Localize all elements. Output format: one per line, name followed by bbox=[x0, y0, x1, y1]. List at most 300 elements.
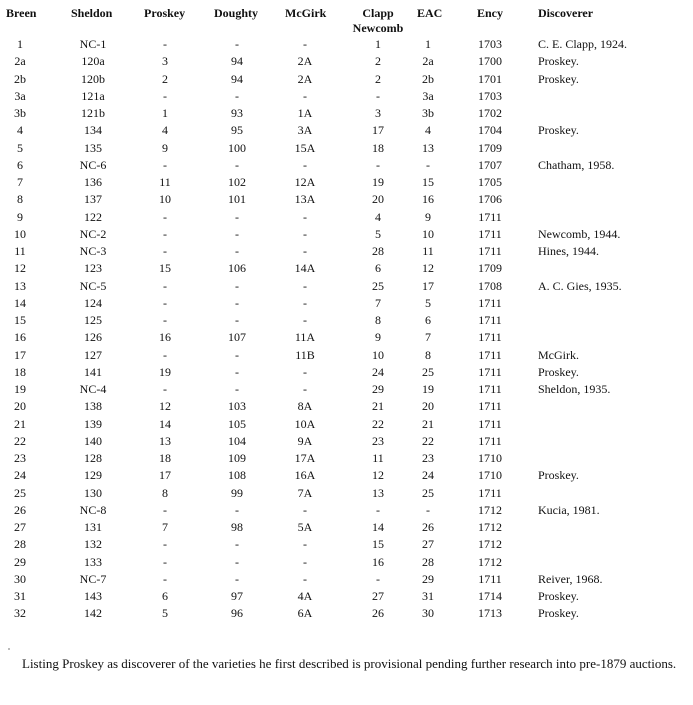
cell-mcgirk: 8A bbox=[297, 399, 313, 414]
cell-breen: 29 bbox=[14, 554, 26, 569]
cell-sheldon: 139 bbox=[84, 416, 102, 431]
cell-ency: 1709 bbox=[478, 261, 502, 276]
cell-breen: 23 bbox=[14, 451, 26, 465]
cell-doughty: - bbox=[235, 37, 239, 51]
cell-doughty: - bbox=[235, 382, 239, 396]
cell-sheldon: 121a bbox=[81, 88, 105, 103]
cell-clapp: 8 bbox=[375, 313, 381, 327]
cell-breen: 2a bbox=[14, 54, 26, 69]
cell-breen: 19 bbox=[14, 382, 26, 396]
cell-discoverer: A. C. Gies, 1935. bbox=[538, 278, 622, 293]
cell-clapp: - bbox=[376, 157, 380, 172]
cell-proskey: 7 bbox=[162, 520, 168, 534]
cell-eac: 9 bbox=[425, 209, 431, 224]
cell-clapp: 13 bbox=[372, 485, 384, 500]
cell-doughty: 97 bbox=[231, 589, 243, 603]
cell-clapp: 22 bbox=[372, 416, 384, 431]
cell-proskey: 1 bbox=[162, 106, 168, 120]
cell-ency: 1711 bbox=[478, 347, 502, 362]
table-row bbox=[0, 347, 693, 364]
table-row bbox=[0, 433, 693, 450]
cell-ency: 1711 bbox=[478, 330, 502, 345]
footnote: Listing Proskey as discoverer of the varieties he first described is provisional pending further research into pre-1879 auctions. bbox=[22, 656, 677, 671]
cell-clapp: 3 bbox=[375, 106, 381, 120]
cell-ency: 1711 bbox=[478, 416, 502, 431]
cell-clapp: 19 bbox=[372, 175, 384, 189]
cell-proskey: 11 bbox=[159, 175, 171, 189]
cell-doughty: 106 bbox=[228, 261, 246, 276]
cell-eac: 13 bbox=[422, 140, 434, 155]
cell-eac: - bbox=[426, 502, 430, 517]
cell-ency: 1711 bbox=[478, 226, 502, 241]
cell-ency: 1710 bbox=[478, 468, 502, 483]
cell-eac: 26 bbox=[422, 520, 434, 534]
cell-doughty: 93 bbox=[231, 106, 243, 120]
cell-eac: 28 bbox=[422, 554, 434, 569]
cell-mcgirk: 4A bbox=[297, 589, 313, 603]
header-mcgirk: McGirk bbox=[285, 6, 327, 20]
table-row bbox=[0, 571, 693, 588]
cell-doughty: 95 bbox=[231, 123, 243, 138]
cell-ency: 1711 bbox=[478, 209, 502, 224]
table-row bbox=[0, 278, 693, 295]
cell-eac: 25 bbox=[422, 364, 434, 379]
cell-proskey: 18 bbox=[159, 451, 171, 465]
cell-ency: 1711 bbox=[478, 244, 502, 258]
cell-clapp: 27 bbox=[372, 589, 384, 603]
cell-ency: 1704 bbox=[478, 123, 502, 138]
cell-proskey: 16 bbox=[159, 330, 171, 345]
cell-proskey: 6 bbox=[162, 589, 168, 603]
cell-eac: 4 bbox=[425, 123, 431, 138]
cell-breen: 16 bbox=[14, 330, 26, 345]
cell-breen: 1 bbox=[17, 37, 23, 51]
cell-ency: 1707 bbox=[478, 157, 502, 172]
cell-ency: 1711 bbox=[478, 399, 502, 414]
cell-mcgirk: 7A bbox=[297, 485, 313, 500]
table-row bbox=[0, 295, 693, 312]
cell-proskey: 12 bbox=[159, 399, 171, 414]
cell-doughty: - bbox=[235, 537, 239, 552]
cell-breen: 2b bbox=[14, 71, 26, 86]
table-row bbox=[0, 364, 693, 381]
cell-eac: 7 bbox=[425, 330, 431, 345]
cell-eac: 17 bbox=[422, 278, 434, 293]
cell-mcgirk: 2A bbox=[297, 71, 313, 86]
cell-sheldon: NC-2 bbox=[79, 226, 107, 241]
cell-clapp: 16 bbox=[372, 554, 384, 569]
cell-ency: 1702 bbox=[478, 106, 502, 120]
table-row bbox=[0, 122, 693, 139]
cell-eac: 20 bbox=[422, 399, 434, 414]
table-row bbox=[0, 174, 693, 191]
cell-doughty: - bbox=[235, 554, 239, 569]
cell-ency: 1701 bbox=[478, 71, 502, 86]
cell-doughty: - bbox=[235, 313, 239, 327]
cell-sheldon: 122 bbox=[84, 209, 102, 224]
cell-eac: 10 bbox=[422, 226, 434, 241]
cell-breen: 3a bbox=[14, 88, 26, 103]
cell-proskey: 5 bbox=[162, 606, 168, 621]
cell-breen: 5 bbox=[17, 140, 23, 155]
cell-eac: 8 bbox=[425, 347, 431, 362]
cell-ency: 1712 bbox=[478, 520, 502, 534]
cell-proskey: - bbox=[163, 88, 167, 103]
table-row bbox=[0, 450, 693, 467]
cell-doughty: - bbox=[235, 502, 239, 517]
cell-sheldon: 128 bbox=[84, 451, 102, 465]
cell-mcgirk: - bbox=[303, 37, 307, 51]
cell-breen: 28 bbox=[14, 537, 26, 552]
table-row bbox=[0, 502, 693, 519]
cell-proskey: - bbox=[163, 313, 167, 327]
table-row bbox=[0, 71, 693, 88]
cell-breen: 11 bbox=[14, 244, 26, 258]
cell-eac: 21 bbox=[422, 416, 434, 431]
cell-mcgirk: - bbox=[303, 554, 307, 569]
cell-eac: 2b bbox=[422, 71, 434, 86]
cell-eac: 29 bbox=[422, 571, 434, 586]
cell-clapp: 7 bbox=[375, 295, 381, 310]
cell-ency: 1711 bbox=[478, 364, 502, 379]
cell-sheldon: 127 bbox=[84, 347, 102, 362]
cell-discoverer: Kucia, 1981. bbox=[538, 502, 600, 517]
cell-sheldon: 120b bbox=[81, 71, 105, 86]
header-sheldon: Sheldon bbox=[71, 6, 113, 20]
cell-proskey: 15 bbox=[159, 261, 171, 276]
cell-mcgirk: 1A bbox=[297, 106, 313, 120]
cell-ency: 1712 bbox=[478, 537, 502, 552]
cell-mcgirk: - bbox=[303, 88, 307, 103]
cell-ency: 1712 bbox=[478, 554, 502, 569]
speck-mark bbox=[8, 648, 10, 650]
cell-eac: 5 bbox=[425, 295, 431, 310]
cell-clapp: 2 bbox=[375, 71, 381, 86]
cell-ency: 1710 bbox=[478, 451, 502, 465]
cell-ency: 1706 bbox=[478, 192, 502, 207]
cell-breen: 6 bbox=[17, 157, 23, 172]
cell-proskey: - bbox=[163, 226, 167, 241]
cell-eac: 19 bbox=[422, 382, 434, 396]
cell-doughty: - bbox=[235, 295, 239, 310]
header-proskey: Proskey bbox=[144, 6, 186, 20]
cell-clapp: - bbox=[376, 88, 380, 103]
table-row bbox=[0, 467, 693, 484]
cell-discoverer: Proskey. bbox=[538, 589, 579, 603]
cell-ency: 1713 bbox=[478, 606, 502, 621]
cell-ency: 1705 bbox=[478, 175, 502, 189]
cell-mcgirk: 2A bbox=[297, 54, 313, 69]
table-row bbox=[0, 416, 693, 433]
cell-mcgirk: 5A bbox=[297, 520, 313, 534]
cell-eac: 22 bbox=[422, 433, 434, 448]
cell-proskey: - bbox=[163, 382, 167, 396]
cell-eac: 2a bbox=[422, 54, 434, 69]
cell-doughty: 107 bbox=[228, 330, 246, 345]
cell-clapp: 11 bbox=[372, 451, 384, 465]
table-row bbox=[0, 554, 693, 571]
cell-doughty: 104 bbox=[228, 433, 246, 448]
cell-doughty: 94 bbox=[231, 71, 243, 86]
cell-mcgirk: 13A bbox=[294, 192, 316, 207]
cell-breen: 17 bbox=[14, 347, 26, 362]
cell-discoverer: Chatham, 1958. bbox=[538, 157, 615, 172]
cell-sheldon: 132 bbox=[84, 537, 102, 552]
cell-sheldon: NC-1 bbox=[79, 37, 107, 51]
cell-breen: 4 bbox=[17, 123, 23, 138]
table-row bbox=[0, 209, 693, 226]
cell-ency: 1711 bbox=[478, 295, 502, 310]
cell-sheldon: NC-7 bbox=[79, 571, 107, 586]
cell-breen: 3b bbox=[14, 106, 26, 120]
table-row bbox=[0, 485, 693, 502]
cell-discoverer: Hines, 1944. bbox=[538, 244, 599, 258]
cell-breen: 8 bbox=[17, 192, 23, 207]
header-clapp-newcomb bbox=[350, 6, 406, 36]
cell-doughty: 108 bbox=[228, 468, 246, 483]
cell-clapp: 4 bbox=[375, 209, 381, 224]
cell-ency: 1714 bbox=[478, 589, 502, 603]
cell-sheldon: 124 bbox=[84, 295, 102, 310]
cell-clapp: 29 bbox=[372, 382, 384, 396]
cell-sheldon: 130 bbox=[84, 485, 102, 500]
table-row bbox=[0, 260, 693, 277]
cell-proskey: - bbox=[163, 278, 167, 293]
cell-eac: 3b bbox=[422, 106, 434, 120]
cell-clapp: 2 bbox=[375, 54, 381, 69]
header-doughty: Doughty bbox=[214, 6, 259, 20]
cell-eac: 23 bbox=[422, 451, 434, 465]
cell-breen: 26 bbox=[14, 502, 26, 517]
cell-eac: 25 bbox=[422, 485, 434, 500]
cell-proskey: 4 bbox=[162, 123, 168, 138]
cell-mcgirk: 15A bbox=[294, 140, 316, 155]
cell-sheldon: 141 bbox=[84, 364, 102, 379]
cell-mcgirk: 12A bbox=[294, 175, 316, 189]
cell-sheldon: 138 bbox=[84, 399, 102, 414]
cell-proskey: - bbox=[163, 157, 167, 172]
cell-proskey: 2 bbox=[162, 71, 168, 86]
cell-doughty: 98 bbox=[231, 520, 243, 534]
cell-discoverer: Reiver, 1968. bbox=[538, 571, 603, 586]
cell-clapp: 21 bbox=[372, 399, 384, 414]
cell-doughty: - bbox=[235, 278, 239, 293]
cell-mcgirk: 16A bbox=[294, 468, 316, 483]
cell-doughty: 102 bbox=[228, 175, 246, 189]
cell-breen: 31 bbox=[14, 589, 26, 603]
cell-doughty: - bbox=[235, 364, 239, 379]
cell-mcgirk: - bbox=[303, 313, 307, 327]
header-clapp: Clapp bbox=[362, 6, 394, 20]
cell-ency: 1703 bbox=[478, 37, 502, 51]
cell-proskey: 9 bbox=[162, 140, 168, 155]
cell-sheldon: 143 bbox=[84, 589, 102, 603]
cell-ency: 1708 bbox=[478, 278, 502, 293]
header-ency: Ency bbox=[477, 6, 504, 20]
cell-discoverer: Proskey. bbox=[538, 364, 579, 379]
cell-proskey: 3 bbox=[162, 54, 168, 69]
cell-sheldon: 125 bbox=[84, 313, 102, 327]
cell-sheldon: 142 bbox=[84, 606, 102, 621]
cell-breen: 25 bbox=[14, 485, 26, 500]
cell-mcgirk: 9A bbox=[297, 433, 313, 448]
cell-ency: 1703 bbox=[478, 88, 502, 103]
cell-discoverer: Proskey. bbox=[538, 54, 579, 69]
cell-sheldon: 123 bbox=[84, 261, 102, 276]
cell-breen: 13 bbox=[14, 278, 26, 293]
cell-clapp: 25 bbox=[372, 278, 384, 293]
cell-mcgirk: - bbox=[303, 537, 307, 552]
cell-discoverer: Proskey. bbox=[538, 468, 579, 483]
cell-ency: 1711 bbox=[478, 382, 502, 396]
cell-breen: 12 bbox=[14, 261, 26, 276]
cell-mcgirk: - bbox=[303, 209, 307, 224]
cell-eac: - bbox=[426, 157, 430, 172]
cell-proskey: - bbox=[163, 209, 167, 224]
cell-clapp: 5 bbox=[375, 226, 381, 241]
cell-discoverer: C. E. Clapp, 1924. bbox=[538, 37, 627, 51]
cell-sheldon: NC-5 bbox=[79, 278, 107, 293]
table-row bbox=[0, 536, 693, 553]
cell-sheldon: 131 bbox=[84, 520, 102, 534]
cell-proskey: - bbox=[163, 295, 167, 310]
cell-eac: 15 bbox=[422, 175, 434, 189]
cell-mcgirk: - bbox=[303, 244, 307, 258]
cell-clapp: - bbox=[376, 502, 380, 517]
cell-sheldon: 121b bbox=[81, 106, 105, 120]
cell-proskey: 8 bbox=[162, 485, 168, 500]
cell-breen: 30 bbox=[14, 571, 26, 586]
cell-eac: 16 bbox=[422, 192, 434, 207]
table-row bbox=[0, 588, 693, 605]
table-row bbox=[0, 191, 693, 208]
cell-mcgirk: - bbox=[303, 278, 307, 293]
cell-proskey: - bbox=[163, 537, 167, 552]
cell-sheldon: 134 bbox=[84, 123, 102, 138]
cell-breen: 27 bbox=[14, 520, 26, 534]
cell-doughty: - bbox=[235, 226, 239, 241]
table-row bbox=[0, 157, 693, 174]
cell-mcgirk: - bbox=[303, 571, 307, 586]
cell-sheldon: NC-4 bbox=[79, 382, 107, 396]
cell-eac: 24 bbox=[422, 468, 434, 483]
cell-doughty: - bbox=[235, 209, 239, 224]
cell-clapp: 17 bbox=[372, 123, 384, 138]
cell-breen: 21 bbox=[14, 416, 26, 431]
cell-clapp: 15 bbox=[372, 537, 384, 552]
cell-sheldon: 129 bbox=[84, 468, 102, 483]
cell-mcgirk: 11B bbox=[295, 347, 315, 362]
cell-proskey: - bbox=[163, 571, 167, 586]
cell-discoverer: McGirk. bbox=[538, 347, 579, 362]
cell-breen: 24 bbox=[14, 468, 26, 483]
cell-doughty: 96 bbox=[231, 606, 243, 621]
cell-doughty: 103 bbox=[228, 399, 246, 414]
cell-ency: 1700 bbox=[478, 54, 502, 69]
cell-mcgirk: 10A bbox=[294, 416, 316, 431]
cell-sheldon: 140 bbox=[84, 433, 102, 448]
cell-mcgirk: - bbox=[303, 502, 307, 517]
table-row bbox=[0, 398, 693, 415]
cell-proskey: - bbox=[163, 347, 167, 362]
cell-discoverer: Sheldon, 1935. bbox=[538, 382, 611, 396]
cell-eac: 6 bbox=[425, 313, 431, 327]
cell-proskey: - bbox=[163, 37, 167, 51]
cell-mcgirk: - bbox=[303, 382, 307, 396]
table-row bbox=[0, 105, 693, 122]
cell-eac: 11 bbox=[422, 244, 434, 258]
cell-clapp: 6 bbox=[375, 261, 381, 276]
cell-eac: 27 bbox=[422, 537, 434, 552]
cell-eac: 30 bbox=[422, 606, 434, 621]
header-eac: EAC bbox=[417, 6, 443, 20]
cell-doughty: - bbox=[235, 347, 239, 362]
table-row bbox=[0, 312, 693, 329]
header-discoverer: Discoverer bbox=[538, 6, 594, 20]
table-row bbox=[0, 605, 693, 622]
table-row bbox=[0, 88, 693, 105]
cell-mcgirk: 3A bbox=[297, 123, 313, 138]
table-row bbox=[0, 140, 693, 157]
cell-ency: 1711 bbox=[478, 433, 502, 448]
cell-eac: 31 bbox=[422, 589, 434, 603]
cell-clapp: 1 bbox=[375, 37, 381, 51]
cell-proskey: - bbox=[163, 244, 167, 258]
cell-sheldon: NC-3 bbox=[79, 244, 107, 258]
cell-proskey: 10 bbox=[159, 192, 171, 207]
table-row bbox=[0, 243, 693, 260]
cell-breen: 32 bbox=[14, 606, 26, 621]
cell-doughty: - bbox=[235, 571, 239, 586]
cell-doughty: 94 bbox=[231, 54, 243, 69]
table-row bbox=[0, 381, 693, 398]
cell-sheldon: 137 bbox=[84, 192, 102, 207]
cell-doughty: 109 bbox=[228, 451, 246, 465]
cell-eac: 3a bbox=[422, 88, 434, 103]
cell-breen: 15 bbox=[14, 313, 26, 327]
cell-ency: 1711 bbox=[478, 571, 502, 586]
cell-clapp: 23 bbox=[372, 433, 384, 448]
cell-sheldon: 120a bbox=[81, 54, 105, 69]
cell-sheldon: 133 bbox=[84, 554, 102, 569]
cell-breen: 10 bbox=[14, 226, 26, 241]
cell-proskey: 17 bbox=[159, 468, 171, 483]
cell-clapp: 18 bbox=[372, 140, 384, 155]
cell-proskey: 14 bbox=[159, 416, 171, 431]
cell-ency: 1711 bbox=[478, 485, 502, 500]
cell-breen: 22 bbox=[14, 433, 26, 448]
cell-breen: 18 bbox=[14, 364, 26, 379]
cell-doughty: - bbox=[235, 88, 239, 103]
cell-mcgirk: 11A bbox=[294, 330, 316, 345]
cell-discoverer: Proskey. bbox=[538, 71, 579, 86]
cell-sheldon: 135 bbox=[84, 140, 102, 155]
cell-clapp: 20 bbox=[372, 192, 384, 207]
cell-sheldon: NC-8 bbox=[79, 502, 107, 517]
cell-breen: 20 bbox=[14, 399, 26, 414]
cell-proskey: - bbox=[163, 554, 167, 569]
cell-sheldon: 136 bbox=[84, 175, 102, 189]
cell-proskey: - bbox=[163, 502, 167, 517]
cell-ency: 1709 bbox=[478, 140, 502, 155]
cell-sheldon: 126 bbox=[84, 330, 102, 345]
cell-mcgirk: 17A bbox=[294, 451, 316, 465]
table-row bbox=[0, 519, 693, 536]
cell-discoverer: Newcomb, 1944. bbox=[538, 226, 621, 241]
cell-clapp: 9 bbox=[375, 330, 381, 345]
cell-doughty: 99 bbox=[231, 485, 243, 500]
cell-clapp: 12 bbox=[372, 468, 384, 483]
